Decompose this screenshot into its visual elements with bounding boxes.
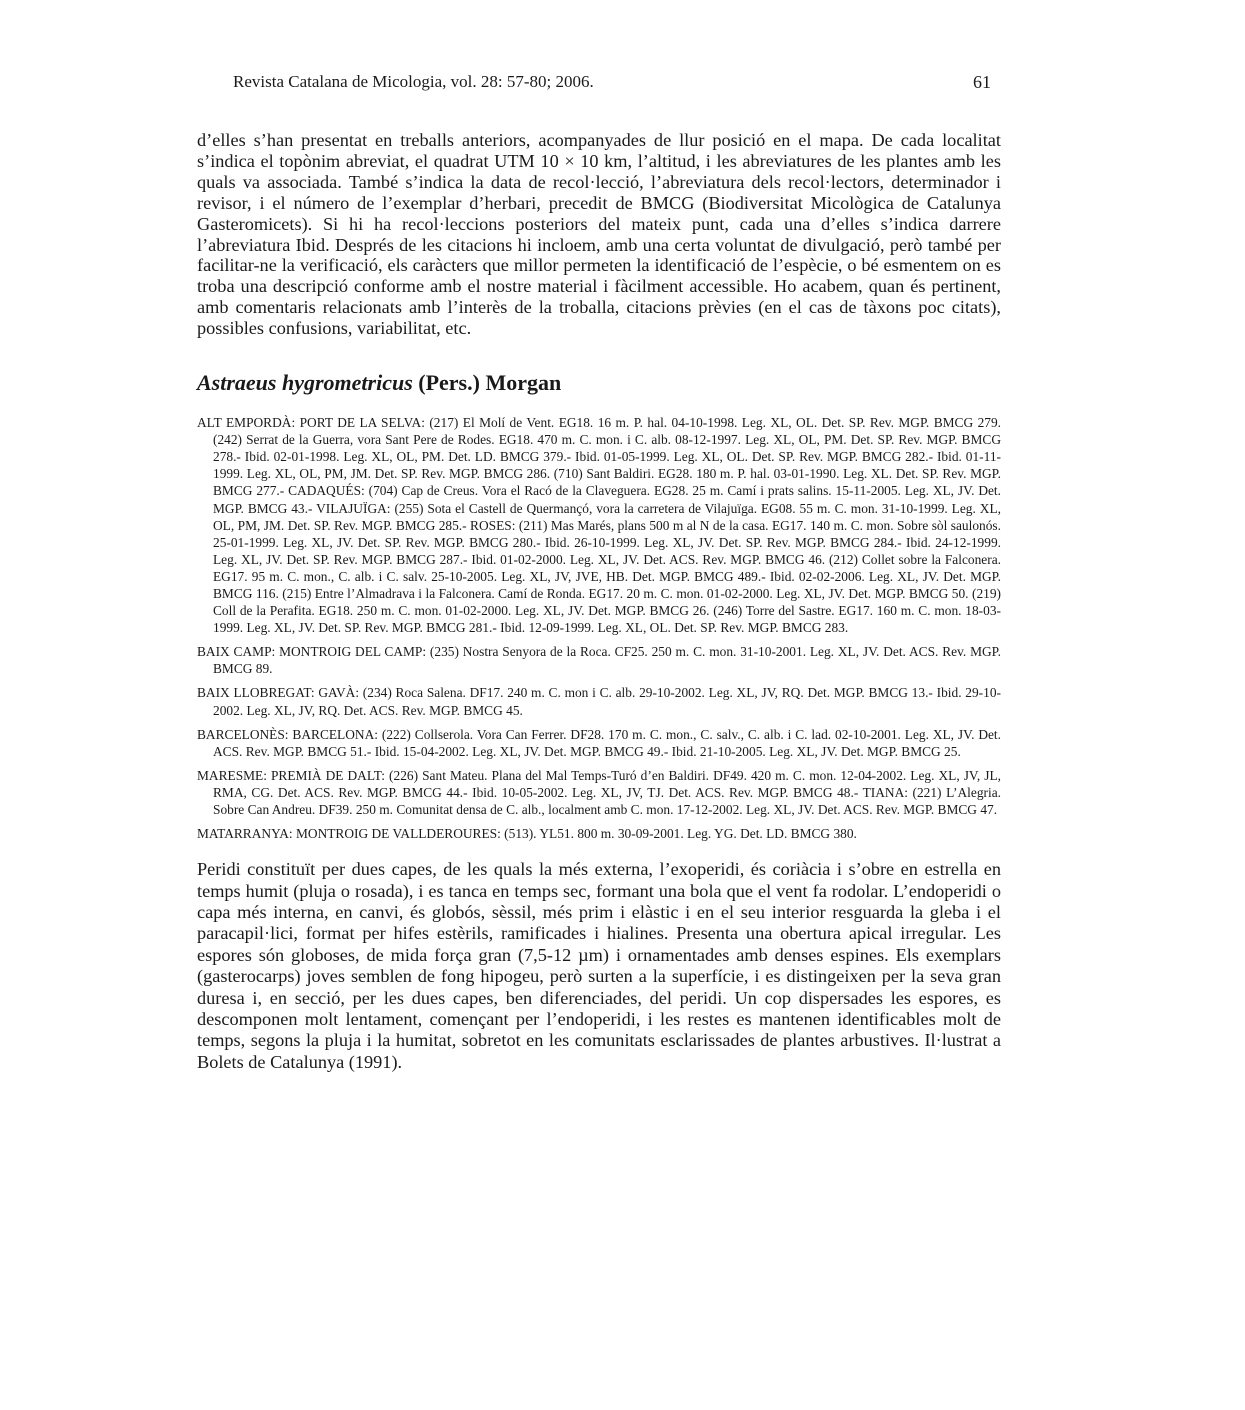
page-number: 61: [973, 72, 991, 92]
citation-list: [197, 414, 1001, 842]
citation-baix-llobregat: BAIX LLOBREGAT: GAVÀ: (234) Roca Salena. DF17. 240 m. C. mon i C. alb. 29-10-2002. Leg. XL, JV, RQ. Det. MGP. BMCG 13.- Ibid. 29-10-2002. Leg. XL, JV, RQ. Det. ACS. Rev. MGP. BMCG 45.: [197, 685, 1001, 718]
species-name: Astraeus hygrometricus: [197, 370, 413, 396]
citation-maresme: MARESME: PREMIÀ DE DALT: (226) Sant Mateu. Plana del Mal Temps-Turó d’en Baldiri. DF49. 420 m. C. mon. 12-04-2002. Leg. XL, JV, JL, RMA, CG. Det. ACS. Rev. MGP. BMCG 44.- Ibid. 10-05-2002. Leg. XL, JV, TJ. Det. ACS. Rev. MGP. BMCG 48.- TIANA: (221) L’Alegria. Sobre Can Andreu. DF39. 250 m. Comunitat densa de C. alb., localment amb C. mon. 17-12-2002. Leg. XL, JV. Det. ACS. Rev. MGP. BMCG 47.: [197, 767, 1001, 818]
citation-baix-camp: BAIX CAMP: MONTROIG DEL CAMP: (235) Nostra Senyora de la Roca. CF25. 250 m. C. mon. 31-10-2001. Leg. XL, JV. Det. ACS. Rev. MGP. BMCG 89.: [197, 644, 1001, 677]
citation-matarranya: MATARRANYA: MONTROIG DE VALLDEROURES: (513). YL51. 800 m. 30-09-2001. Leg. YG. Det. LD. BMCG 380.: [197, 826, 857, 842]
journal-citation: Revista Catalana de Micologia, vol. 28: 57-80; 2006.: [233, 72, 594, 91]
journal-page: [197, 70, 1001, 1073]
species-description: Peridi constituït per dues capes, de les quals la més externa, l’exoperidi, és coriàcia i s’obre en estrella en temps humit (pluja o rosada), i es tanca en temps sec, formant una bola que el vent fa rodolar. L’endoperidi o capa més interna, en canvi, és globós, sèssil, més prim i elàstic i en el seu interior resguarda la gleba i el paracapil·lici, format per hifes estèrils, ramificades i hialines. Presenta una obertura apical irregular. Les espores són globoses, de mida força gran (7,5-12 µm) i ornamentades amb denses espines. Els exemplars (gasterocarps) joves semblen de fong hipogeu, però surten a la superfície, i es distingeixen per la seva gran duresa i, en secció, per les dues capes, ben diferenciades, del peridi. Un cop dispersades les espores, es descomponen molt lentament, començant per l’endoperidi, i les restes es mantenen identificables molt de temps, segons la pluja i la humitat, sobretot en les comunitats esclarissades de plantes arbustives. Il·lustrat a Bolets de Catalunya (1991).: [197, 859, 1001, 1072]
running-header: [197, 70, 1001, 100]
citation-alt-emporda: ALT EMPORDÀ: PORT DE LA SELVA: (217) El Molí de Vent. EG18. 16 m. P. hal. 04-10-1998. Leg. XL, OL. Det. SP. Rev. MGP. BMCG 279. (242) Serrat de la Guerra, vora Sant Pere de Rodes. EG18. 470 m. C. mon. i C. alb. 08-12-1997. Leg. XL, OL, PM. Det. SP. Rev. MGP. BMCG 278.- Ibid. 02-01-1998. Leg. XL, OL, PM. Det. LD. BMCG 379.- Ibid. 01-05-1999. Leg. XL, OL. Det. SP. Rev. MGP. BMCG 282.- Ibid. 01-11-1999. Leg. XL, OL, PM, JM. Det. SP. Rev. MGP. BMCG 286. (710) Sant Baldiri. EG28. 180 m. P. hal. 03-01-1990. Leg. XL. Det. SP. Rev. MGP. BMCG 277.- CADAQUÉS: (704) Cap de Creus. Vora el Racó de la Claveguera. EG28. 25 m. Camí i prats salins. 15-11-2005. Leg. XL, JV. Det. MGP. BMCG 43.- VILAJUÏGA: (255) Sota el Castell de Quermançó, vora la carretera de Vilajuïga. EG08. 55 m. C. mon. 31-10-1999. Leg. XL, OL, PM, JM. Det. SP. Rev. MGP. BMCG 285.- ROSES: (211) Mas Marés, plans 500 m al N de la casa. EG17. 140 m. C. mon. Sobre sòl saulonós. 25-01-1999. Leg. XL, JV. Det. SP. Rev. MGP. BMCG 280.- Ibid. 26-10-1999. Leg. XL, JV. Det. SP. Rev. MGP. BMCG 284.- Ibid. 24-12-1999. Leg. XL, JV. Det. SP. Rev. MGP. BMCG 287.- Ibid. 01-02-2000. Leg. XL, JV. Det. ACS. Rev. MGP. BMCG 46. (212) Collet sobre la Falconera. EG17. 95 m. C. mon., C. alb. i C. salv. 25-10-2005. Leg. XL, JV, JVE, HB. Det. MGP. BMCG 489.- Ibid. 02-02-2006. Leg. XL, JV. Det. MGP. BMCG 116. (215) Entre l’Almadrava i la Falconera. Camí de Ronda. EG17. 20 m. C. mon. 01-02-2000. Leg. XL, JV. Det. MGP. BMCG 50. (219) Coll de la Perafita. EG18. 250 m. C. mon. 01-02-2000. Leg. XL, JV. Det. MGP. BMCG 26. (246) Torre del Sastre. EG17. 160 m. C. mon. 18-03-1999. Leg. XL, JV. Det. SP. Rev. MGP. BMCG 281.- Ibid. 12-09-1999. Leg. XL, OL. Det. SP. Rev. MGP. BMCG 283.: [197, 415, 1001, 636]
species-heading: [197, 370, 1001, 396]
species-authority: (Pers.) Morgan: [412, 370, 562, 396]
intro-paragraph: d’elles s’han presentat en treballs anteriors, acompanyades de llur posició en el mapa. De cada localitat s’indica el topònim abreviat, el quadrat UTM 10 × 10 km, l’altitud, i les abreviatures de les plantes amb les quals va associada. També s’indica la data de recol·lecció, l’abreviatura dels recol·lectors, determinador i revisor, i el número de l’exemplar d’herbari, precedit de BMCG (Biodiversitat Micològica de Catalunya Gasteromicets). Si hi ha recol·leccions posteriors del mateix punt, cada una d’elles s’indica darrere l’abreviatura Ibid. Després de les citacions hi incloem, amb una certa voluntat de divulgació, però també per facilitar-ne la verificació, els caràcters que millor permeten la identificació de l’espècie, o bé esmentem on es troba una descripció conforme amb el nostre material i fàcilment accessible. Ho acabem, quan és pertinent, amb comentaris relacionats amb l’interès de la troballa, citacions prèvies (en el cas de tàxons poc citats), possibles confusions, variabilitat, etc.: [197, 130, 1001, 339]
citation-barcelones: BARCELONÈS: BARCELONA: (222) Collserola. Vora Can Ferrer. DF28. 170 m. C. mon., C. salv., C. alb. i C. lad. 02-10-2001. Leg. XL, JV. Det. ACS. Rev. MGP. BMCG 51.- Ibid. 15-04-2002. Leg. XL, JV. Det. MGP. BMCG 49.- Ibid. 21-10-2005. Leg. XL, JV. Det. MGP. BMCG 25.: [197, 726, 1001, 759]
